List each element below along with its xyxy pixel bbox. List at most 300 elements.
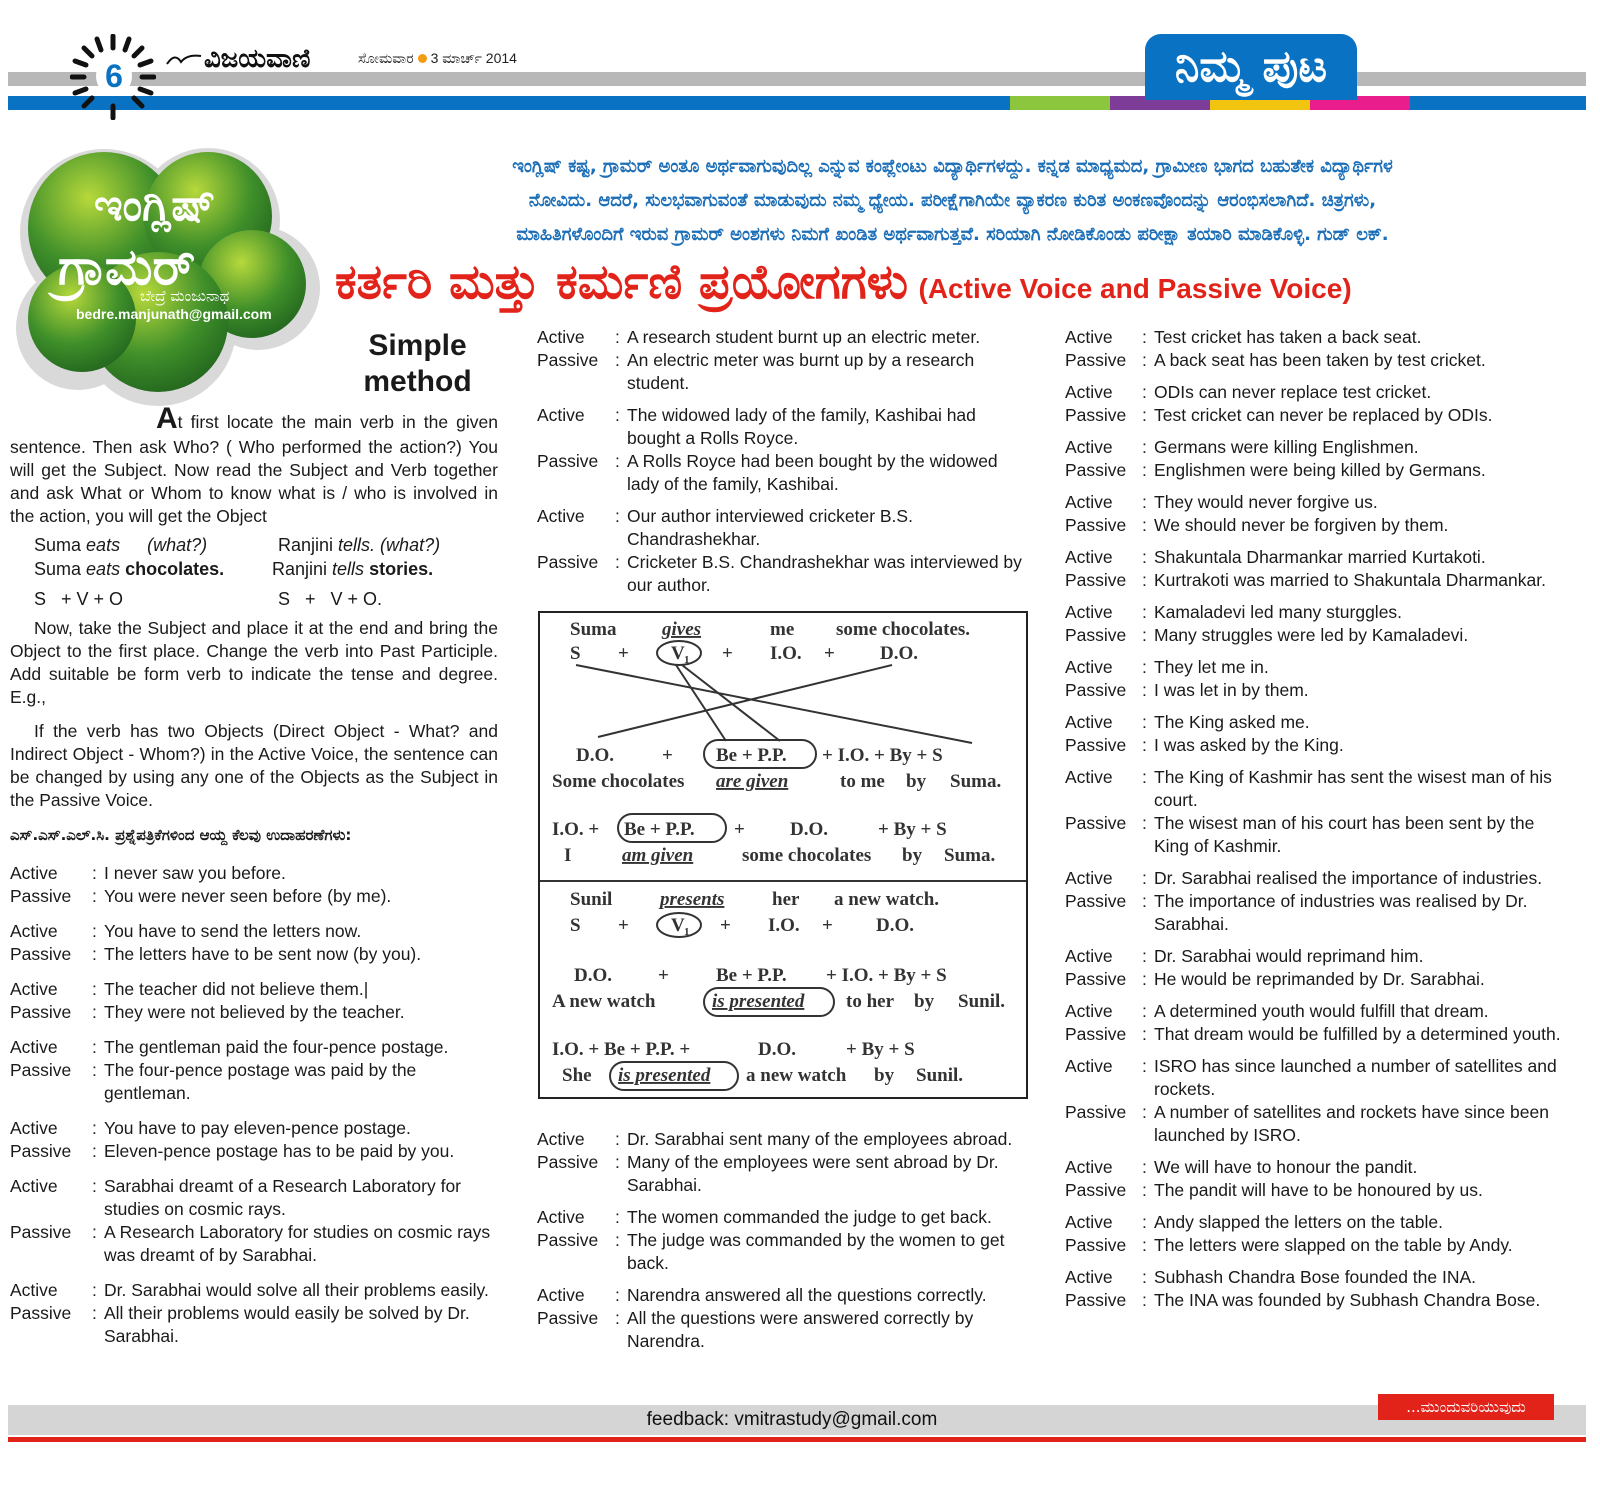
active-label: Active xyxy=(10,1118,58,1138)
d1-word: by xyxy=(902,845,923,866)
d1-word: Suma. xyxy=(944,845,996,866)
active-label: Active xyxy=(1065,946,1113,966)
passive-label: Passive xyxy=(1065,625,1127,645)
pair-colon: : xyxy=(92,1280,97,1300)
pair-colon: : xyxy=(92,979,97,999)
passive-label: Passive xyxy=(1065,891,1127,911)
passive-label: Passive xyxy=(537,350,599,370)
subheading-line1: Simple xyxy=(368,329,467,362)
pair-gap xyxy=(1065,482,1565,491)
active-sentence: Germans were killing Englishmen. xyxy=(1154,437,1419,457)
stripe-green xyxy=(1010,96,1110,110)
pair-colon: : xyxy=(1142,1024,1147,1044)
pair-colon: : xyxy=(1142,570,1147,590)
d1-label: + xyxy=(618,643,629,664)
example-line1-left xyxy=(34,534,207,557)
d2-word: by xyxy=(914,991,935,1012)
active-sentence: The King of Kashmir has sent the wisest man of his court. xyxy=(1154,767,1552,810)
d2-label: V xyxy=(671,915,685,936)
ex-word: Suma xyxy=(34,559,82,579)
footer-red-line xyxy=(8,1437,1586,1442)
pair-gap xyxy=(537,1197,1027,1206)
passive-label: Passive xyxy=(1065,460,1127,480)
passive-label: Passive xyxy=(10,1141,72,1161)
active-sentence: ODIs can never replace test cricket. xyxy=(1154,382,1432,402)
diagram-svg xyxy=(540,613,1026,1097)
active-sentence: The gentleman paid the four-pence postage. xyxy=(104,1037,449,1057)
intro-paragraph xyxy=(345,150,1560,252)
active-label: Active xyxy=(10,1280,58,1300)
passive-label: Passive xyxy=(537,1152,599,1172)
logo-swoosh-icon xyxy=(165,50,205,70)
pair-colon: : xyxy=(615,1230,620,1250)
active-sentence: The teacher did not believe them.| xyxy=(104,979,369,999)
active-label: Active xyxy=(537,506,585,526)
pair-gap xyxy=(1065,1046,1565,1055)
pair-colon: : xyxy=(1142,657,1147,677)
active-label: Active xyxy=(1065,1212,1113,1232)
passive-sentence: Many struggles were led by Kamaladevi. xyxy=(1154,625,1469,645)
active-label: Active xyxy=(1065,492,1113,512)
passive-sentence: Kurtrakoti was married to Shakuntala Dharmankar. xyxy=(1154,570,1546,590)
passive-sentence: Many of the employees were sent abroad by Dr. Sarabhai. xyxy=(627,1152,999,1195)
pair-colon: : xyxy=(615,1285,620,1305)
passive-sentence: I was let in by them. xyxy=(1154,680,1309,700)
passive-sentence: That dream would be fulfilled by a determined youth. xyxy=(1154,1024,1561,1044)
passive-sentence: The judge was commanded by the women to get back. xyxy=(627,1230,1005,1273)
examples-column-3 xyxy=(1065,326,1565,1312)
pair-colon: : xyxy=(1142,946,1147,966)
passive-sentence: You were never seen before (by me). xyxy=(104,886,392,906)
pair-colon: : xyxy=(92,1222,97,1242)
passive-label: Passive xyxy=(537,451,599,471)
title-english: (Active Voice and Passive Voice) xyxy=(918,273,1352,304)
passive-label: Passive xyxy=(1065,515,1127,535)
pair-gap xyxy=(1065,991,1565,1000)
active-sentence: The widowed lady of the family, Kashibai had bought a Rolls Royce. xyxy=(627,405,976,448)
d2-label: D.O. xyxy=(876,915,914,936)
passive-label: Passive xyxy=(1065,813,1127,833)
pair-colon: : xyxy=(1142,767,1147,787)
badge-email: bedre.manjunath@gmail.com xyxy=(76,306,272,322)
ex-word: (what?) xyxy=(147,535,208,555)
method-paragraph-2: Now, take the Subject and place it at the end and bring the Object to the first place. Change the verb into Past Participle. Add suitable be form verb to indicate the tense and degree. E.g., xyxy=(10,618,498,707)
pair-gap xyxy=(10,1267,500,1279)
d1-word: am given xyxy=(622,845,694,866)
passive-sentence: A Research Laboratory for studies on cosmic rays was dreamt of by Sarabhai. xyxy=(104,1222,491,1265)
section-title: ನಿಮ್ಮ ಪುಟ xyxy=(1145,34,1357,100)
d2-label: D.O. xyxy=(758,1039,796,1060)
active-sentence: ISRO has since launched a number of satellites and rockets. xyxy=(1154,1056,1557,1099)
passive-sentence: A back seat has been taken by test cricket. xyxy=(1154,350,1486,370)
passive-sentence: Englishmen were being killed by Germans. xyxy=(1154,460,1486,480)
passive-sentence: All their problems would easily be solved by Dr. Sarabhai. xyxy=(104,1303,470,1346)
method-text: t first locate the main verb in the given sentence. Then ask Who? ( Who performed the action?) You will get the Subject. Now read the Subject and Verb together and ask What or Whom to know what is / who is involved in the action, you will get the Object xyxy=(10,412,498,526)
examples-column-2-bottom xyxy=(537,1128,1027,1353)
dateline xyxy=(358,50,517,67)
pair-colon: : xyxy=(92,1141,97,1161)
pair-gap xyxy=(1065,757,1565,766)
pair-colon: : xyxy=(92,944,97,964)
active-label: Active xyxy=(10,979,58,999)
passive-sentence: He would be reprimanded by Dr. Sarabhai. xyxy=(1154,969,1485,989)
passive-sentence: The INA was founded by Subhash Chandra Bose. xyxy=(1154,1290,1541,1310)
passive-label: Passive xyxy=(10,1222,72,1242)
active-sentence: They would never forgive us. xyxy=(1154,492,1378,512)
pair-colon: : xyxy=(615,1152,620,1172)
d1-label: V xyxy=(671,643,685,664)
pair-colon: : xyxy=(1142,350,1147,370)
active-sentence: Narendra answered all the questions correctly. xyxy=(627,1285,987,1305)
pair-colon: : xyxy=(615,506,620,526)
passive-sentence: We should never be forgiven by them. xyxy=(1154,515,1449,535)
d2-label: + xyxy=(720,915,731,936)
active-label: Active xyxy=(537,327,585,347)
pair-gap xyxy=(10,966,500,978)
d1-word: some chocolates. xyxy=(836,619,971,640)
pair-colon: : xyxy=(615,405,620,425)
active-sentence: You have to send the letters now. xyxy=(104,921,362,941)
d1-word: by xyxy=(906,771,927,792)
d2-word: Sunil. xyxy=(958,991,1006,1012)
passive-sentence: The four-pence postage was paid by the gentleman. xyxy=(104,1060,417,1103)
active-label: Active xyxy=(1065,767,1113,787)
feedback-email: feedback: vmitrastudy@gmail.com xyxy=(646,1409,938,1430)
active-label: Active xyxy=(537,1285,585,1305)
newspaper-logo: ವಿಜಯವಾಣಿ xyxy=(204,44,311,74)
pair-colon: : xyxy=(1142,460,1147,480)
pair-colon: : xyxy=(92,863,97,883)
active-sentence: Dr. Sarabhai sent many of the employees abroad. xyxy=(627,1129,1013,1149)
pair-gap xyxy=(10,1163,500,1175)
passive-label: Passive xyxy=(10,1303,72,1323)
pair-colon: : xyxy=(1142,1290,1147,1310)
active-label: Active xyxy=(10,1037,58,1057)
passive-label: Passive xyxy=(10,944,72,964)
pair-colon: : xyxy=(615,451,620,471)
d1-label: I.O. xyxy=(770,643,802,664)
pair-gap xyxy=(1065,372,1565,381)
example-line1-right xyxy=(278,534,440,557)
passive-label: Passive xyxy=(1065,350,1127,370)
d2-label: Be + P.P. xyxy=(716,965,787,986)
example-line2-right xyxy=(272,558,433,581)
pair-gap xyxy=(1065,592,1565,601)
active-label: Active xyxy=(1065,1056,1113,1076)
pair-colon: : xyxy=(92,1118,97,1138)
d1-label: + By + S xyxy=(878,819,947,840)
passive-sentence: Test cricket can never be replaced by ODIs. xyxy=(1154,405,1493,425)
d2-label: I.O. xyxy=(768,915,800,936)
active-label: Active xyxy=(1065,1157,1113,1177)
badge-title-line1: ಇಂಗ್ಲಿಷ್ xyxy=(94,180,216,231)
d1-label: + xyxy=(662,745,673,766)
pair-colon: : xyxy=(92,921,97,941)
subheading-line2: method xyxy=(363,365,472,398)
pair-gap xyxy=(537,1275,1027,1284)
d1-label: D.O. xyxy=(790,819,828,840)
pair-gap xyxy=(1065,702,1565,711)
active-label: Active xyxy=(1065,382,1113,402)
passive-label: Passive xyxy=(1065,1235,1127,1255)
pair-gap xyxy=(10,908,500,920)
ex-word: Ranjini xyxy=(278,535,334,555)
pair-colon: : xyxy=(1142,1180,1147,1200)
pair-colon: : xyxy=(1142,813,1147,833)
pair-colon: : xyxy=(92,886,97,906)
page-number: 6 xyxy=(96,56,132,96)
pair-colon: : xyxy=(92,1037,97,1057)
d1-label: I.O. + xyxy=(552,819,600,840)
pair-gap xyxy=(1065,858,1565,867)
d2-word: her xyxy=(772,889,800,910)
active-label: Active xyxy=(10,863,58,883)
passive-label: Passive xyxy=(1065,570,1127,590)
d2-label: S xyxy=(570,915,581,936)
d2-word: to her xyxy=(846,991,895,1012)
pair-colon: : xyxy=(1142,602,1147,622)
passive-label: Passive xyxy=(1065,1102,1127,1122)
example-line3-left: S + V + O xyxy=(34,589,124,609)
d2-word: A new watch xyxy=(552,991,656,1012)
d1-label: Be + P.P. xyxy=(716,745,787,766)
pair-colon: : xyxy=(1142,712,1147,732)
pair-colon: : xyxy=(1142,1001,1147,1021)
active-sentence: The King asked me. xyxy=(1154,712,1310,732)
d1-word: are given xyxy=(716,771,789,792)
active-sentence: You have to pay eleven-pence postage. xyxy=(104,1118,411,1138)
pair-gap xyxy=(1065,537,1565,546)
passive-label: Passive xyxy=(10,886,72,906)
pair-colon: : xyxy=(615,1207,620,1227)
d2-label: + xyxy=(822,915,833,936)
active-sentence: Sarabhai dreamt of a Research Laboratory for studies on cosmic rays. xyxy=(104,1176,461,1219)
active-sentence: Shakuntala Dharmankar married Kurtakoti. xyxy=(1154,547,1486,567)
d1-label: Be + P.P. xyxy=(624,819,695,840)
ex-word: eats xyxy=(86,535,121,555)
active-label: Active xyxy=(1065,868,1113,888)
badge-title-line2: ಗ್ರಾಮರ್ xyxy=(58,238,196,296)
passive-label: Passive xyxy=(1065,1024,1127,1044)
continued-tag: ...ಮುಂದುವರಿಯುವುದು xyxy=(1378,1394,1554,1420)
pair-gap xyxy=(537,496,1027,505)
pair-colon: : xyxy=(1142,515,1147,535)
date-value: 3 ಮಾರ್ಚ್ 2014 xyxy=(430,50,517,66)
d2-label: 1 xyxy=(684,926,690,938)
pair-colon: : xyxy=(92,1176,97,1196)
pair-gap xyxy=(10,1024,500,1036)
pair-colon: : xyxy=(1142,1267,1147,1287)
d2-label: D.O. xyxy=(574,965,612,986)
pair-colon: : xyxy=(1142,680,1147,700)
d1-word: Suma. xyxy=(950,771,1002,792)
subheading xyxy=(330,328,505,400)
date-day: ಸೋಮವಾರ xyxy=(358,50,414,66)
d2-word: She xyxy=(562,1065,592,1086)
pair-colon: : xyxy=(615,1129,620,1149)
ex-word: tells xyxy=(332,559,365,579)
ex-word: tells. (what?) xyxy=(338,535,441,555)
passive-sentence: A number of satellites and rockets have since been launched by ISRO. xyxy=(1154,1102,1549,1145)
pair-gap xyxy=(1065,1257,1565,1266)
d2-word: Sunil. xyxy=(916,1065,964,1086)
dropcap: A xyxy=(156,402,178,435)
active-sentence: We will have to honour the pandit. xyxy=(1154,1157,1418,1177)
d1-word: I xyxy=(564,845,572,866)
active-label: Active xyxy=(537,405,585,425)
d2-label: + By + S xyxy=(846,1039,915,1060)
active-label: Active xyxy=(537,1129,585,1149)
examples-note: ಎಸ್.ಎಸ್.ಎಲ್.ಸಿ. ಪ್ರಶ್ನೆಪತ್ರಿಕೆಗಳಿಂದ ಆಯ್ದ ಕೆಲವು ಉದಾಹರಣೆಗಳು: xyxy=(10,826,352,844)
intro-line: ನೋವಿದು. ಆದರೆ, ಸುಲಭವಾಗುವಂತೆ ಮಾಡುವುದು ನಮ್ಮ ಧ್ಯೇಯ. ಪರೀಕ್ಷೆಗಾಗಿಯೇ ವ್ಯಾಕರಣ ಕುರಿತ ಅಂಕಣವೊಂದನ್ನು ಆರಂಭಿಸಲಾಗಿದೆ. ಚಿತ್ರಗಳು, xyxy=(528,190,1377,211)
pair-colon: : xyxy=(1142,1102,1147,1122)
d1-label: 1 xyxy=(684,654,690,666)
d2-label: I.O. + Be + P.P. + xyxy=(552,1039,691,1060)
d2-label: + xyxy=(618,915,629,936)
d2-label: + xyxy=(658,965,669,986)
examples-column-2-top xyxy=(537,326,1027,597)
passive-label: Passive xyxy=(1065,1180,1127,1200)
d2-word: presents xyxy=(660,889,725,910)
passive-sentence: Cricketer B.S. Chandrashekhar was interviewed by our author. xyxy=(627,552,1022,595)
pair-gap xyxy=(1065,647,1565,656)
passive-label: Passive xyxy=(1065,680,1127,700)
passive-sentence: The importance of industries was realised by Dr. Sarabhai. xyxy=(1154,891,1528,934)
d1-label: D.O. xyxy=(576,745,614,766)
pair-colon: : xyxy=(1142,492,1147,512)
active-sentence: Dr. Sarabhai would solve all their problems easily. xyxy=(104,1280,489,1300)
ex-word: stories. xyxy=(369,559,434,579)
pair-colon: : xyxy=(1142,405,1147,425)
pair-colon: : xyxy=(1142,382,1147,402)
pair-colon: : xyxy=(1142,1212,1147,1232)
active-sentence: A determined youth would fulfill that dream. xyxy=(1154,1001,1489,1021)
d1-word: gives xyxy=(662,619,702,640)
passive-sentence: All the questions were answered correctly by Narendra. xyxy=(627,1308,974,1351)
passive-label: Passive xyxy=(1065,969,1127,989)
pair-colon: : xyxy=(92,1002,97,1022)
active-label: Active xyxy=(10,921,58,941)
d1-label: + xyxy=(734,819,745,840)
passive-sentence: A Rolls Royce had been bought by the widowed lady of the family, Kashibai. xyxy=(627,451,998,494)
d1-word: to me xyxy=(840,771,885,792)
active-sentence: A research student burnt up an electric meter. xyxy=(627,327,981,347)
active-sentence: Dr. Sarabhai would reprimand him. xyxy=(1154,946,1424,966)
passive-sentence: Eleven-pence postage has to be paid by you. xyxy=(104,1141,455,1161)
d1-word: Some chocolates xyxy=(552,771,685,792)
title-kannada: ಕರ್ತರಿ ಮತ್ತು ಕರ್ಮಣಿ ಪ್ರಯೋಗಗಳು xyxy=(335,254,909,310)
d2-word: a new watch xyxy=(746,1065,847,1086)
d1-label: + I.O. + By + S xyxy=(822,745,943,766)
pair-colon: : xyxy=(615,552,620,572)
active-sentence: Test cricket has taken a back seat. xyxy=(1154,327,1422,347)
pair-colon: : xyxy=(1142,735,1147,755)
pair-colon: : xyxy=(615,1308,620,1328)
passive-sentence: The letters have to be sent now (by you). xyxy=(104,944,422,964)
ex-word: Suma xyxy=(34,535,82,555)
passive-sentence: The wisest man of his court has been sent by the King of Kashmir. xyxy=(1154,813,1535,856)
active-label: Active xyxy=(1065,1267,1113,1287)
pair-colon: : xyxy=(1142,1056,1147,1076)
passive-sentence: I was asked by the King. xyxy=(1154,735,1344,755)
active-label: Active xyxy=(1065,437,1113,457)
active-label: Active xyxy=(1065,602,1113,622)
passive-sentence: The letters were slapped on the table by Andy. xyxy=(1154,1235,1513,1255)
active-label: Active xyxy=(10,1176,58,1196)
intro-line: ಮಾಹಿತಿಗಳೊಂದಿಗೆ ಇರುವ ಗ್ರಾಮರ್ ಅಂಶಗಳು ನಿಮಗೆ ಖಂಡಿತ ಅರ್ಥವಾಗುತ್ತವೆ. ಸರಿಯಾಗಿ ನೋಡಿಕೊಂಡು ಪರೀಕ್ಷಾ ತಯಾರಿ ಮಾಡಿಕೊಳ್ಳಿ. ಗುಡ್ ಲಕ್. xyxy=(516,224,1389,245)
pair-colon: : xyxy=(1142,891,1147,911)
passive-label: Passive xyxy=(1065,405,1127,425)
d1-word: some chocolates xyxy=(742,845,872,866)
d1-word: me xyxy=(770,619,795,640)
d1-arrow-lines xyxy=(576,665,972,743)
passive-sentence: They were not believed by the teacher. xyxy=(104,1002,405,1022)
active-sentence: They let me in. xyxy=(1154,657,1269,677)
pair-gap xyxy=(1065,427,1565,436)
pair-colon: : xyxy=(615,350,620,370)
method-paragraph-3: If the verb has two Objects (Direct Object - What? and Indirect Object - Whom?) in the Active Voice, the sentence can be changed by using any one of the Objects as the Subject in the Passive Voice. xyxy=(10,721,498,810)
passive-label: Passive xyxy=(1065,1290,1127,1310)
pair-gap xyxy=(537,395,1027,404)
active-sentence: Dr. Sarabhai realised the importance of industries. xyxy=(1154,868,1543,888)
ex-word: eats xyxy=(86,559,121,579)
pair-colon: : xyxy=(92,1303,97,1323)
active-label: Active xyxy=(1065,657,1113,677)
d2-word: a new watch. xyxy=(834,889,940,910)
d1-label: S xyxy=(570,643,581,664)
examples-column-1 xyxy=(10,862,500,1348)
d1-label: + xyxy=(824,643,835,664)
active-label: Active xyxy=(1065,547,1113,567)
pair-colon: : xyxy=(1142,327,1147,347)
badge-author: ಬೇದ್ರೆ ಮಂಜುನಾಥ xyxy=(140,288,230,305)
pair-colon: : xyxy=(92,1060,97,1080)
d1-label: D.O. xyxy=(880,643,918,664)
pair-gap xyxy=(1065,1147,1565,1156)
pair-colon: : xyxy=(1142,625,1147,645)
pair-colon: : xyxy=(615,327,620,347)
intro-method-paragraph xyxy=(10,402,498,528)
active-sentence: Our author interviewed cricketer B.S. Chandrashekhar. xyxy=(627,506,913,549)
example-line2-left xyxy=(34,558,224,581)
active-label: Active xyxy=(537,1207,585,1227)
pair-colon: : xyxy=(1142,969,1147,989)
example-line3-right: S + V + O. xyxy=(278,589,383,609)
pair-gap xyxy=(1065,1202,1565,1211)
active-label: Active xyxy=(1065,327,1113,347)
passive-sentence: An electric meter was burnt up by a research student. xyxy=(627,350,975,393)
passive-label: Passive xyxy=(537,1230,599,1250)
d2-word: is presented xyxy=(712,991,805,1012)
voice-transformation-diagram xyxy=(538,611,1028,1099)
active-label: Active xyxy=(1065,712,1113,732)
passive-label: Passive xyxy=(537,552,599,572)
d2-word: is presented xyxy=(618,1065,711,1086)
passive-label: Passive xyxy=(1065,735,1127,755)
article-title xyxy=(335,254,1352,311)
d1-label: + xyxy=(722,643,733,664)
pair-gap xyxy=(10,1105,500,1117)
pair-colon: : xyxy=(1142,547,1147,567)
active-sentence: The women commanded the judge to get back. xyxy=(627,1207,992,1227)
pair-colon: : xyxy=(1142,437,1147,457)
active-sentence: Andy slapped the letters on the table. xyxy=(1154,1212,1443,1232)
ex-word: Ranjini xyxy=(272,559,328,579)
ex-word: chocolates. xyxy=(125,559,225,579)
passive-label: Passive xyxy=(537,1308,599,1328)
active-sentence: Subhash Chandra Bose founded the INA. xyxy=(1154,1267,1477,1287)
pair-colon: : xyxy=(1142,868,1147,888)
